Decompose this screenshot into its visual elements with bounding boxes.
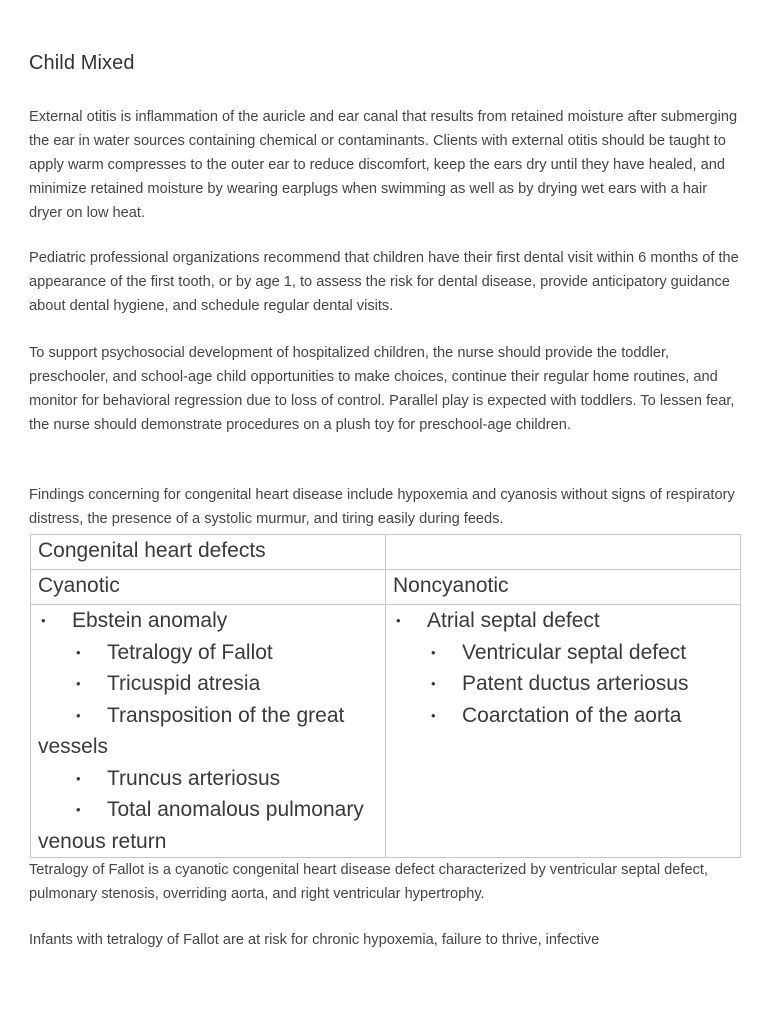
list-item-label: Ventricular septal defect [462,640,687,664]
list-item [38,763,378,795]
list-item-continuation [38,826,378,858]
list-item-continuation [38,731,378,763]
list-item [393,700,733,732]
bullet-icon: • [76,707,81,723]
list-item-label: Ebstein anomaly [72,609,228,632]
noncyanotic-list-cell [386,605,741,858]
column-header-cyanotic: Cyanotic [31,570,386,605]
list-item-label: Truncus arteriosus [107,766,281,790]
cyanotic-list [38,605,378,857]
bullet-icon: • [396,613,401,628]
bullet-icon: • [431,676,436,691]
list-item [393,637,733,669]
list-item-label: Patent ductus arteriosus [462,672,689,695]
list-item-label: Tricuspid atresia [107,672,261,695]
list-item-label: Total anomalous pulmonary [107,798,364,821]
paragraph-external-otitis: External otitis is inflammation of the auricle and ear canal that results from retained moisture after submerging the ear in water sources containing chemical or contaminants. Clients with external otitis should be taught to apply warm compresses to the outer ear to reduce discomfort, keep the ears dry until they have healed, and minimize retained moisture by wearing earplugs when swimming as well as by drying wet ears with a hair dryer on low heat. [29,109,738,221]
page-title: Child Mixed [29,52,135,74]
list-item [38,794,378,826]
list-item-label: Tetralogy of Fallot [107,640,273,664]
list-item-label: Atrial septal defect [427,609,600,632]
list-item [393,605,733,637]
bullet-icon: • [76,770,81,786]
list-item-label: venous return [38,829,167,853]
list-item [393,668,733,700]
bullet-icon: • [76,676,81,691]
table-title-cell: Congenital heart defects [31,535,386,570]
list-item-label: Transposition of the great [107,703,345,727]
bullet-icon: • [431,644,436,660]
bullet-icon: • [76,802,81,817]
table-row [31,605,741,858]
list-item-label: vessels [38,735,109,758]
congenital-heart-defects-table [30,534,741,858]
table-header-row [31,570,741,605]
column-header-noncyanotic: Noncyanotic [386,570,741,605]
list-item [38,605,378,637]
table-title-empty-cell [386,535,741,570]
bullet-icon: • [76,644,81,660]
bullet-icon: • [431,707,436,723]
paragraph-tetralogy-risks: Infants with tetralogy of Fallot are at risk for chronic hypoxemia, failure to thrive, infective [29,932,600,948]
list-item-label: Coarctation of the aorta [462,703,682,727]
list-item [38,668,378,700]
bullet-icon: • [41,613,46,628]
cyanotic-list-cell [31,605,386,858]
paragraph-tetralogy-definition: Tetralogy of Fallot is a cyanotic congenital heart disease defect characterized by ventricular septal defect, pulmonary stenosis, overriding aorta, and right ventricular hypertrophy. [29,862,708,902]
table-title-row [31,535,741,570]
paragraph-dental-visit: Pediatric professional organizations recommend that children have their first dental visit within 6 months of the appearance of the first tooth, or by age 1, to assess the risk for dental disease, provide anticipatory guidance about dental hygiene, and schedule regular dental visits. [29,250,739,314]
noncyanotic-list [393,605,733,731]
paragraph-congenital-heart-findings: Findings concerning for congenital heart disease include hypoxemia and cyanosis without signs of respiratory distress, the presence of a systolic murmur, and tiring easily during feeds. [29,487,735,527]
list-item [38,700,378,732]
paragraph-psychosocial-development: To support psychosocial development of hospitalized children, the nurse should provide the toddler, preschooler, and school-age child opportunities to make choices, continue their regular home routines, and monitor for behavioral regression due to loss of control. Parallel play is expected with toddlers. To lessen fear, the nurse should demonstrate procedures on a plush toy for preschool-age children. [29,345,735,433]
list-item [38,637,378,669]
